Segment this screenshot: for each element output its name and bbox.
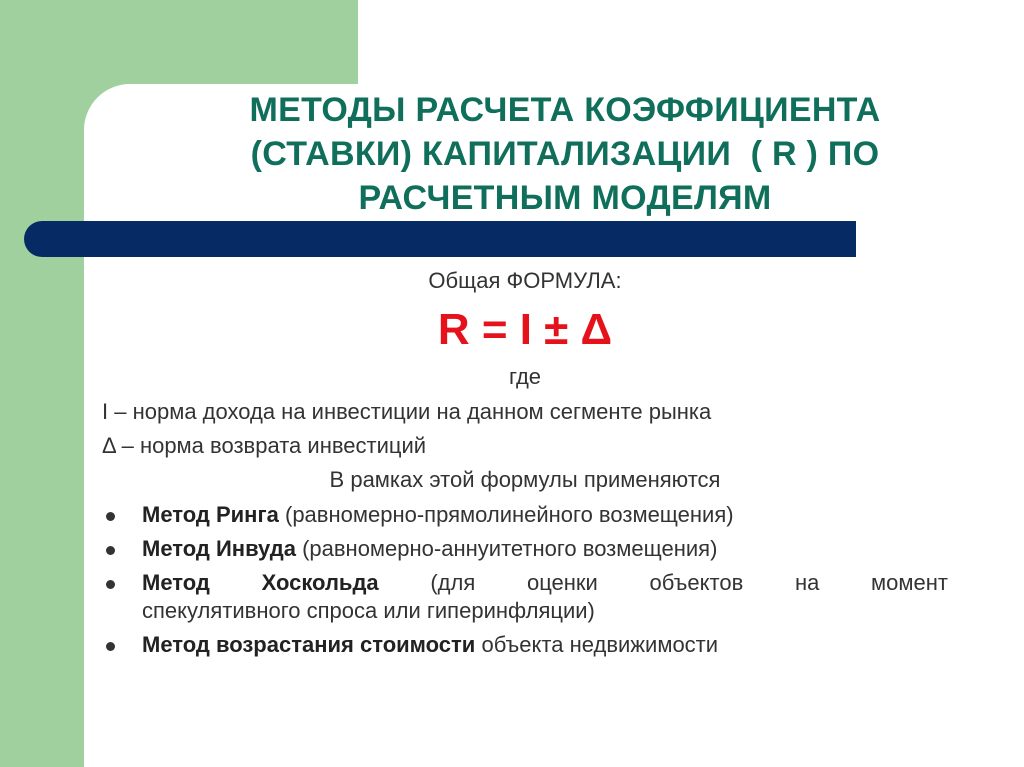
method-desc: объекта недвижимости	[475, 632, 719, 657]
method-desc: (для оценки объектов на момент	[378, 570, 948, 595]
where-label: где	[508, 364, 542, 389]
list-item	[102, 569, 948, 625]
method-desc: (равномерно-прямолинейного возмещения)	[278, 502, 734, 527]
methods-list	[102, 501, 948, 665]
formula-intro: Общая ФОРМУЛА:	[428, 268, 622, 293]
method-name: Метод Инвуда	[142, 536, 296, 561]
bullet-icon	[106, 642, 115, 651]
list-item	[102, 535, 948, 563]
method-desc-continued: спекулятивного спроса или гиперинфляции)	[142, 598, 595, 623]
list-item	[102, 631, 948, 659]
method-line-justified	[142, 569, 948, 597]
method-name: Метод Хоскольда	[142, 570, 379, 595]
formula: R = I ± Δ	[437, 305, 613, 354]
definition-delta: Δ – норма возврата инвестиций	[102, 433, 427, 458]
method-desc: (равномерно-аннуитетного возмещения)	[295, 536, 718, 561]
title-line-3: РАСЧЕТНЫМ МОДЕЛЯМ	[358, 179, 772, 217]
title-line-2: (СТАВКИ) КАПИТАЛИЗАЦИИ ( R ) ПО	[250, 135, 880, 173]
bullet-icon	[106, 546, 115, 555]
title-divider	[24, 221, 856, 257]
method-name: Метод возрастания стоимости	[142, 632, 476, 657]
title-line-1: МЕТОДЫ РАСЧЕТА КОЭФФИЦИЕНТА	[249, 91, 881, 129]
slide-title	[150, 88, 980, 220]
list-item	[102, 501, 948, 529]
method-name: Метод Ринга	[142, 502, 279, 527]
definition-i: I – норма дохода на инвестиции на данном сегменте рынка	[102, 399, 712, 424]
bullet-icon	[106, 580, 115, 589]
bullet-icon	[106, 512, 115, 521]
methods-intro: В рамках этой формулы применяются	[329, 467, 721, 492]
